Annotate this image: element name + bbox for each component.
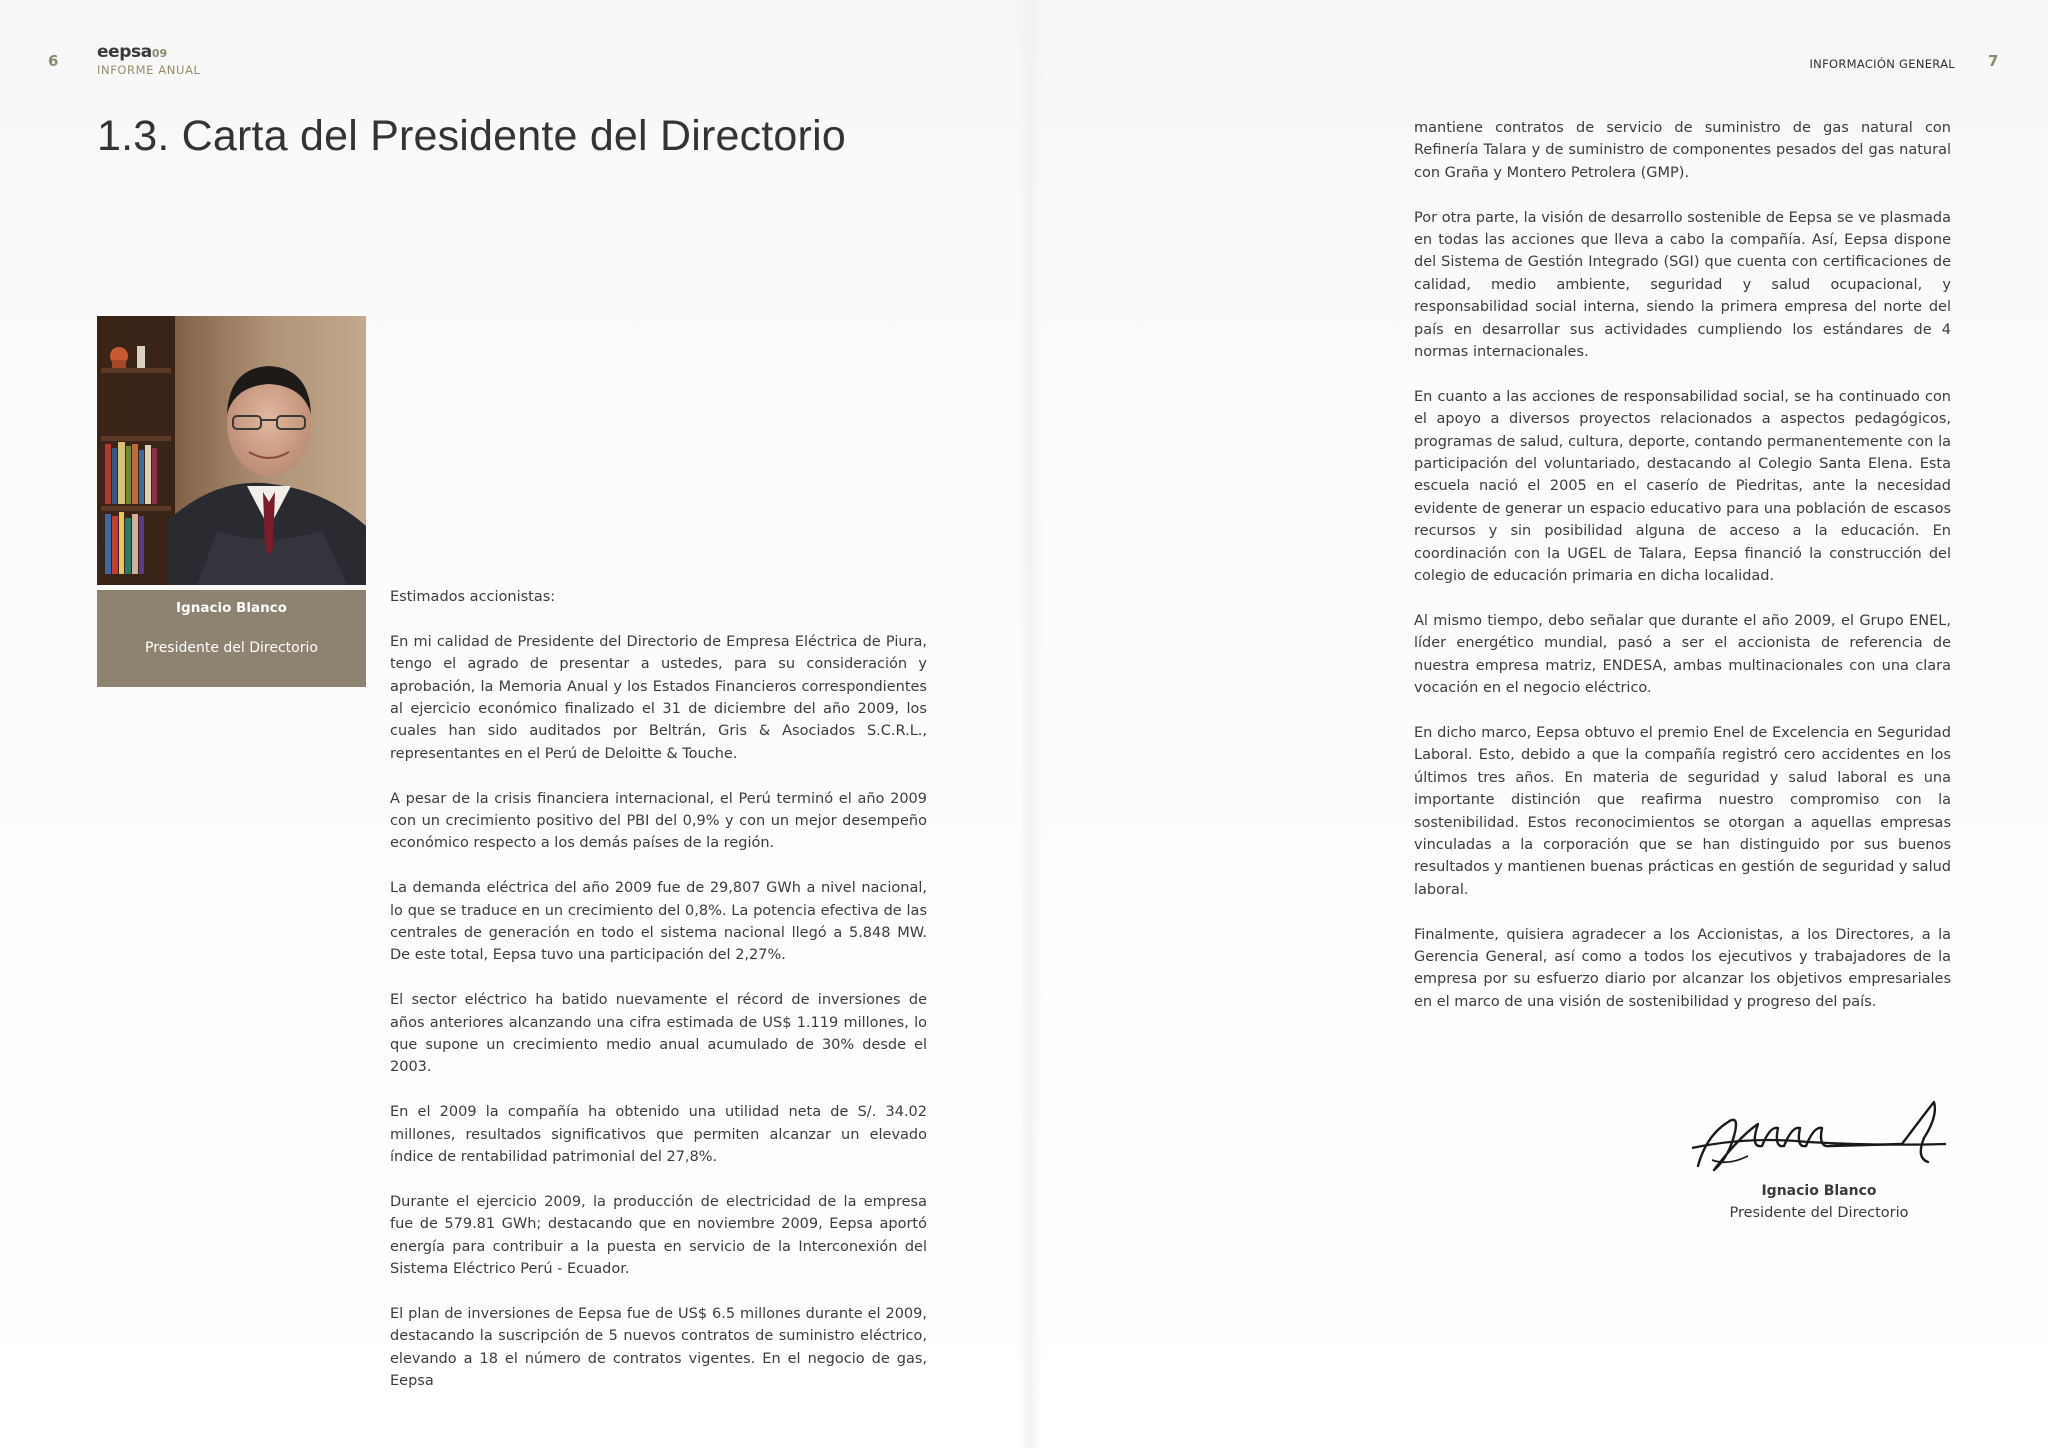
page-gutter xyxy=(1018,0,1042,1448)
signatory-title: Presidente del Directorio xyxy=(1729,1205,1909,1221)
president-photo xyxy=(97,316,366,585)
paragraph: Durante el ejercicio 2009, la producción de electricidad de la empresa fue de 579.81 GWh; destacando que en noviembre 2009, Eepsa aportó energía para contribuir a la puesta en servicio de la Interconexión del Sistema Eléctrico Perú - Ecuador. xyxy=(390,1193,927,1278)
handwritten-signature xyxy=(1688,1096,1950,1176)
caption-title: Presidente del Directorio xyxy=(145,640,318,656)
paragraph: Por otra parte, la visión de desarrollo sostenible de Eepsa se ve plasmada en todas las acciones que lleva a cabo la compañía. Así, Eepsa dispone del Sistema de Gestión Integrado (SGI) que cuenta con certificaciones de calidad, medio ambiente, seguridad y salud ocupacional, y responsabilidad social interna, siendo la primera empresa del norte del país en desarrollar sus actividades cumpliendo los estándares de 4 normas internacionales. xyxy=(1414,209,1951,361)
photo-caption xyxy=(97,590,366,687)
letter-right-column xyxy=(1414,117,1951,1036)
paragraph: En el 2009 la compañía ha obtenido una utilidad neta de S/. 34.02 millones, resultados significativos que permiten alcanzar un elevado índice de rentabilidad patrimonial del 27,8%. xyxy=(390,1104,927,1166)
brand-name: eepsa xyxy=(97,42,152,62)
paragraph: En mi calidad de Presidente del Directorio de Empresa Eléctrica de Piura, tengo el agrado de presentar a ustedes, para su consideración y aprobación, la Memoria Anual y los Estados Financieros correspondientes al ejercicio económico finalizado el 31 de diciembre del año 2009, los cuales han sido auditados por Beltrán, Gris & Asociados S.C.R.L., representantes en el Perú de Deloitte & Touche. xyxy=(390,633,927,762)
paragraph: La demanda eléctrica del año 2009 fue de 29,807 GWh a nivel nacional, lo que se traduce en un crecimiento del 0,8%. La potencia efectiva de las centrales de generación en todo el sistema nacional llegó a 5.848 MW. De este total, Eepsa tuvo una participación del 2,27%. xyxy=(390,880,927,964)
signature-block xyxy=(1660,1180,1978,1224)
paragraph: A pesar de la crisis financiera internacional, el Perú terminó el año 2009 con un crecimiento positivo del PBI del 0,9% y con un mejor desempeño económico respecto a los demás países de la región. xyxy=(390,790,927,852)
paragraph: El sector eléctrico ha batido nuevamente el récord de inversiones de años anteriores alcanzando una cifra estimada de US$ 1.119 millones, lo que supone un crecimiento medio anual acumulado de 30% desde el 2003. xyxy=(390,992,927,1076)
section-label: INFORMACIÓN GENERAL xyxy=(1809,57,1955,71)
signatory-name: Ignacio Blanco xyxy=(1761,1183,1877,1199)
left-page-number: 6 xyxy=(48,52,59,70)
paragraph: Al mismo tiempo, debo señalar que durante el año 2009, el Grupo ENEL, líder energético mundial, pasó a ser el accionista de referencia de nuestra empresa matriz, ENDESA, ambas multinacionales con una clara vocación en el negocio eléctrico. xyxy=(1414,612,1951,697)
letter-left-column xyxy=(390,586,927,1415)
paragraph: Estimados accionistas: xyxy=(390,589,556,605)
caption-name: Ignacio Blanco xyxy=(176,600,287,616)
page-title: 1.3. Carta del Presidente del Directorio xyxy=(97,112,846,160)
right-page-number: 7 xyxy=(1988,52,1999,70)
paragraph: mantiene contratos de servicio de suministro de gas natural con Refinería Talara y de suministro de componentes pesados del gas natural con Graña y Montero Petrolera (GMP). xyxy=(1414,120,1951,181)
paragraph: Finalmente, quisiera agradecer a los Accionistas, a los Directores, a la Gerencia General, así como a todos los ejecutivos y trabajadores de la empresa por su esfuerzo diario por alcanzar los objetivos empresariales en el marco de una visión de sostenibilidad y progreso del país. xyxy=(1414,926,1951,1010)
paragraph: En cuanto a las acciones de responsabilidad social, se ha continuado con el apoyo a diversos proyectos relacionados a aspectos pedagógicos, programas de salud, cultura, deporte, contando permanentemente con la participación del voluntariado, destacando al Colegio Santa Elena. Esta escuela nació el 2005 en el caserío de Piedritas, ante la necesidad evidente de generar un espacio educativo para una población de escasos recursos y sin posibilidad alguna de acceso a la educación. En coordinación con la UGEL de Talara, Eepsa financió la construcción del colegio de educación primaria en dicha localidad. xyxy=(1414,388,1951,585)
brand-year: 09 xyxy=(151,47,168,60)
brand-logo xyxy=(97,42,200,62)
paragraph: En dicho marco, Eepsa obtuvo el premio Enel de Excelencia en Seguridad Laboral. Esto, debido a que la compañía registró cero accidentes en los últimos tres años. En materia de seguridad y salud laboral es una importante distinción que reafirma nuestro compromiso con la sostenibilidad. Estos reconocimientos se otorgan a aquellas empresas vinculadas a la corporación que se han distinguido por sus buenos resultados y mantienen buenas prácticas en gestión de seguridad y salud laboral. xyxy=(1414,724,1951,898)
brand-subtitle: INFORME ANUAL xyxy=(97,63,201,77)
paragraph: El plan de inversiones de Eepsa fue de US$ 6.5 millones durante el 2009, destacando la suscripción de 5 nuevos contratos de suministro eléctrico, elevando a 18 el número de contratos vigentes. En el negocio de gas, Eepsa xyxy=(390,1305,927,1390)
brand-block xyxy=(97,42,200,77)
